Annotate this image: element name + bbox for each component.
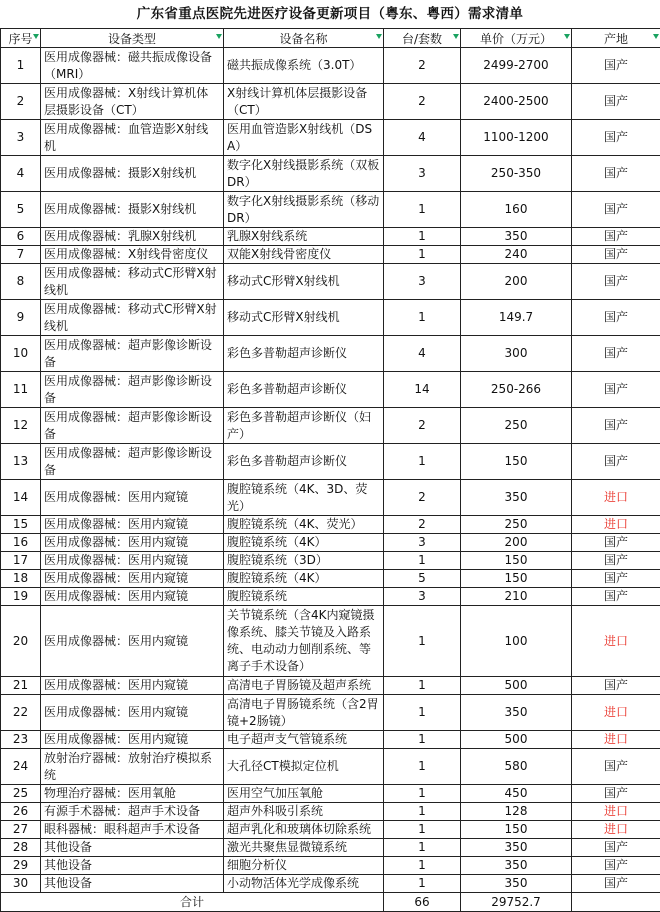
cell-type[interactable]: 医用成像器械：超声影像诊断设备 [41,444,224,480]
table-row [1,677,660,695]
filter-dropdown-icon[interactable] [216,34,222,39]
cell-type[interactable]: 医用成像器械：医用内窥镜 [41,480,224,516]
cell-qty[interactable]: 1 [384,839,461,857]
cell-qty[interactable]: 2 [384,84,461,120]
cell-name[interactable]: 腹腔镜系统（4K） [224,570,384,588]
cell-name[interactable]: 腹腔镜系统（4K） [224,534,384,552]
filter-dropdown-icon[interactable] [564,34,570,39]
cell-origin[interactable]: 国产 [572,156,660,192]
cell-price[interactable]: 580 [461,749,572,785]
cell-no[interactable]: 29 [1,857,41,875]
cell-origin[interactable]: 国产 [572,48,660,84]
header-origin[interactable]: 产地 [572,29,660,48]
cell-qty[interactable]: 1 [384,803,461,821]
table-row [1,120,660,156]
cell-no[interactable]: 2 [1,84,41,120]
equipment-table [0,28,660,912]
cell-price[interactable]: 250 [461,516,572,534]
cell-origin[interactable]: 国产 [572,228,660,246]
cell-name[interactable]: 大孔径CT模拟定位机 [224,749,384,785]
cell-no[interactable]: 28 [1,839,41,857]
table-row [1,246,660,264]
cell-name[interactable]: 彩色多普勒超声诊断仪 [224,336,384,372]
cell-name[interactable]: 电子超声支气管镜系统 [224,731,384,749]
table-row [1,785,660,803]
header-type[interactable]: 设备类型 [41,29,224,48]
cell-qty[interactable]: 1 [384,444,461,480]
cell-origin[interactable]: 国产 [572,372,660,408]
cell-origin[interactable]: 国产 [572,857,660,875]
table-row [1,534,660,552]
cell-origin[interactable]: 国产 [572,677,660,695]
cell-type[interactable]: 医用成像器械：超声影像诊断设备 [41,408,224,444]
cell-origin[interactable]: 进口 [572,516,660,534]
cell-price[interactable]: 128 [461,803,572,821]
cell-price[interactable]: 200 [461,264,572,300]
cell-qty[interactable]: 1 [384,192,461,228]
cell-type[interactable]: 医用成像器械：超声影像诊断设备 [41,372,224,408]
cell-name[interactable]: 数字化X射线摄影系统（双板DR） [224,156,384,192]
cell-qty[interactable]: 3 [384,264,461,300]
cell-price[interactable]: 200 [461,534,572,552]
cell-origin[interactable]: 国产 [572,300,660,336]
cell-origin[interactable]: 国产 [572,408,660,444]
cell-origin[interactable]: 国产 [572,875,660,893]
cell-qty[interactable]: 1 [384,821,461,839]
cell-no[interactable]: 8 [1,264,41,300]
cell-name[interactable]: 高清电子胃肠镜系统（含2胃镜+2肠镜） [224,695,384,731]
filter-dropdown-icon[interactable] [376,34,382,39]
cell-no[interactable]: 15 [1,516,41,534]
table-row [1,695,660,731]
table-row [1,48,660,84]
cell-name[interactable]: 磁共振成像系统（3.0T） [224,48,384,84]
cell-qty[interactable]: 3 [384,156,461,192]
total-label: 合计 [1,893,384,912]
header-price[interactable]: 单价（万元） [461,29,572,48]
cell-origin[interactable]: 国产 [572,570,660,588]
cell-qty[interactable]: 2 [384,408,461,444]
cell-price[interactable]: 500 [461,731,572,749]
table-row [1,192,660,228]
cell-price[interactable]: 250-350 [461,156,572,192]
table-row [1,749,660,785]
cell-price[interactable]: 350 [461,839,572,857]
table-row [1,731,660,749]
cell-qty[interactable]: 4 [384,336,461,372]
cell-no[interactable]: 27 [1,821,41,839]
cell-origin[interactable]: 进口 [572,480,660,516]
header-qty[interactable]: 台/套数 [384,29,461,48]
cell-price[interactable]: 350 [461,695,572,731]
cell-name[interactable]: 移动式C形臂X射线机 [224,300,384,336]
cell-type[interactable]: 其他设备 [41,875,224,893]
cell-price[interactable]: 1100-1200 [461,120,572,156]
cell-origin[interactable]: 国产 [572,120,660,156]
filter-dropdown-icon[interactable] [453,34,459,39]
cell-qty[interactable]: 1 [384,552,461,570]
total-price: 29752.7 [461,893,572,912]
cell-origin[interactable]: 进口 [572,695,660,731]
cell-no[interactable]: 20 [1,606,41,677]
cell-type[interactable]: 医用成像器械：X射线计算机体层摄影设备（CT） [41,84,224,120]
table-row [1,156,660,192]
cell-qty[interactable]: 1 [384,875,461,893]
cell-price[interactable]: 350 [461,875,572,893]
table-row [1,84,660,120]
cell-qty[interactable]: 2 [384,48,461,84]
cell-type[interactable]: 医用成像器械：乳腺X射线机 [41,228,224,246]
cell-qty[interactable]: 1 [384,677,461,695]
cell-price[interactable]: 210 [461,588,572,606]
cell-price[interactable]: 300 [461,336,572,372]
cell-no[interactable]: 4 [1,156,41,192]
cell-price[interactable]: 250 [461,408,572,444]
cell-origin[interactable]: 国产 [572,246,660,264]
cell-name[interactable]: 乳腺X射线系统 [224,228,384,246]
cell-origin[interactable]: 国产 [572,839,660,857]
cell-qty[interactable]: 1 [384,246,461,264]
cell-no[interactable]: 17 [1,552,41,570]
cell-qty[interactable]: 3 [384,588,461,606]
cell-no[interactable]: 11 [1,372,41,408]
cell-origin[interactable]: 国产 [572,588,660,606]
cell-name[interactable]: 医用血管造影X射线机（DSA） [224,120,384,156]
table-row [1,606,660,677]
header-no[interactable]: 序号 [1,29,41,48]
table-row [1,372,660,408]
total-row [1,893,660,912]
cell-name[interactable]: 超声外科吸引系统 [224,803,384,821]
cell-no[interactable]: 25 [1,785,41,803]
cell-origin[interactable]: 国产 [572,534,660,552]
cell-name[interactable]: 彩色多普勒超声诊断仪（妇产） [224,408,384,444]
cell-qty[interactable]: 5 [384,570,461,588]
cell-type[interactable]: 医用成像器械：医用内窥镜 [41,695,224,731]
cell-qty[interactable]: 1 [384,228,461,246]
cell-price[interactable]: 240 [461,246,572,264]
cell-type[interactable]: 医用成像器械：医用内窥镜 [41,534,224,552]
table-row [1,875,660,893]
cell-no[interactable]: 22 [1,695,41,731]
cell-qty[interactable]: 3 [384,534,461,552]
cell-price[interactable]: 149.7 [461,300,572,336]
cell-origin[interactable]: 国产 [572,84,660,120]
cell-type[interactable]: 医用成像器械：医用内窥镜 [41,677,224,695]
table-row [1,300,660,336]
filter-dropdown-icon[interactable] [33,34,39,39]
cell-name[interactable]: 移动式C形臂X射线机 [224,264,384,300]
cell-type[interactable]: 医用成像器械：超声影像诊断设备 [41,336,224,372]
cell-name[interactable]: 超声乳化和玻璃体切除系统 [224,821,384,839]
cell-name[interactable]: 关节镜系统（含4K内窥镜摄像系统、膝关节镜及入路系统、电动动力刨削系统、等离子手术设备） [224,606,384,677]
table-row [1,821,660,839]
cell-origin[interactable]: 进口 [572,821,660,839]
cell-name[interactable]: 彩色多普勒超声诊断仪 [224,372,384,408]
cell-qty[interactable]: 1 [384,300,461,336]
cell-name[interactable]: 腹腔镜系统（4K、荧光） [224,516,384,534]
cell-type[interactable]: 有源手术器械：超声手术设备 [41,803,224,821]
filter-dropdown-icon[interactable] [653,34,659,39]
cell-type[interactable]: 医用成像器械：血管造影X射线机 [41,120,224,156]
sheet-title: 广东省重点医院先进医疗设备更新项目（粤东、粤西）需求清单 [136,6,524,22]
cell-type[interactable]: 医用成像器械：摄影X射线机 [41,156,224,192]
cell-type[interactable]: 医用成像器械：X射线骨密度仪 [41,246,224,264]
cell-origin[interactable]: 进口 [572,731,660,749]
cell-qty[interactable]: 2 [384,516,461,534]
cell-type[interactable]: 医用成像器械：医用内窥镜 [41,588,224,606]
cell-qty[interactable]: 1 [384,606,461,677]
cell-type[interactable]: 医用成像器械：医用内窥镜 [41,552,224,570]
table-row [1,857,660,875]
cell-price[interactable]: 100 [461,606,572,677]
cell-price[interactable]: 350 [461,480,572,516]
cell-origin[interactable]: 国产 [572,749,660,785]
cell-name[interactable]: 激光共聚焦显微镜系统 [224,839,384,857]
cell-origin[interactable]: 进口 [572,803,660,821]
table-row [1,570,660,588]
cell-name[interactable]: 腹腔镜系统（3D） [224,552,384,570]
cell-name[interactable]: 腹腔镜系统（4K、3D、荧光） [224,480,384,516]
cell-no[interactable]: 10 [1,336,41,372]
table-row [1,480,660,516]
cell-type[interactable]: 其他设备 [41,857,224,875]
cell-no[interactable]: 21 [1,677,41,695]
cell-type[interactable]: 眼科器械：眼科超声手术设备 [41,821,224,839]
cell-no[interactable]: 1 [1,48,41,84]
cell-price[interactable]: 150 [461,570,572,588]
cell-origin[interactable]: 国产 [572,192,660,228]
cell-type[interactable]: 医用成像器械：医用内窥镜 [41,606,224,677]
cell-name[interactable]: 双能X射线骨密度仪 [224,246,384,264]
cell-name[interactable]: 高清电子胃肠镜及超声系统 [224,677,384,695]
cell-qty[interactable]: 1 [384,785,461,803]
cell-no[interactable]: 6 [1,228,41,246]
header-row [1,29,660,48]
table-row [1,552,660,570]
cell-name[interactable]: 腹腔镜系统 [224,588,384,606]
cell-qty[interactable]: 1 [384,749,461,785]
cell-no[interactable]: 5 [1,192,41,228]
cell-type[interactable]: 医用成像器械：移动式C形臂X射线机 [41,264,224,300]
cell-type[interactable]: 其他设备 [41,839,224,857]
cell-no[interactable]: 24 [1,749,41,785]
header-name[interactable]: 设备名称 [224,29,384,48]
cell-no[interactable]: 19 [1,588,41,606]
cell-type[interactable]: 医用成像器械：摄影X射线机 [41,192,224,228]
cell-price[interactable]: 350 [461,857,572,875]
cell-price[interactable]: 450 [461,785,572,803]
total-origin-cell [572,893,660,912]
cell-origin[interactable]: 国产 [572,264,660,300]
cell-no[interactable]: 7 [1,246,41,264]
cell-no[interactable]: 12 [1,408,41,444]
cell-type[interactable]: 物理治疗器械：医用氧舱 [41,785,224,803]
cell-origin[interactable]: 国产 [572,336,660,372]
cell-no[interactable]: 26 [1,803,41,821]
cell-origin[interactable]: 国产 [572,444,660,480]
cell-name[interactable]: 数字化X射线摄影系统（移动DR） [224,192,384,228]
cell-qty[interactable]: 1 [384,857,461,875]
table-row [1,336,660,372]
cell-name[interactable]: 小动物活体光学成像系统 [224,875,384,893]
cell-type[interactable]: 医用成像器械：移动式C形臂X射线机 [41,300,224,336]
table-row [1,839,660,857]
cell-origin[interactable]: 进口 [572,606,660,677]
cell-price[interactable]: 250-266 [461,372,572,408]
cell-origin[interactable]: 国产 [572,785,660,803]
cell-type[interactable]: 医用成像器械：医用内窥镜 [41,731,224,749]
cell-type[interactable]: 医用成像器械：磁共振成像设备（MRI） [41,48,224,84]
cell-price[interactable]: 350 [461,228,572,246]
cell-no[interactable]: 13 [1,444,41,480]
cell-qty[interactable]: 1 [384,731,461,749]
cell-type[interactable]: 医用成像器械：医用内窥镜 [41,516,224,534]
cell-qty[interactable]: 4 [384,120,461,156]
cell-no[interactable]: 14 [1,480,41,516]
cell-price[interactable]: 2400-2500 [461,84,572,120]
cell-price[interactable]: 160 [461,192,572,228]
cell-name[interactable]: X射线计算机体层摄影设备（CT） [224,84,384,120]
table-row [1,588,660,606]
cell-qty[interactable]: 14 [384,372,461,408]
cell-no[interactable]: 23 [1,731,41,749]
cell-type[interactable]: 放射治疗器械：放射治疗模拟系统 [41,749,224,785]
cell-price[interactable]: 150 [461,444,572,480]
cell-qty[interactable]: 1 [384,695,461,731]
table-row [1,803,660,821]
cell-no[interactable]: 16 [1,534,41,552]
cell-price[interactable]: 150 [461,821,572,839]
cell-origin[interactable]: 国产 [572,552,660,570]
cell-name[interactable]: 彩色多普勒超声诊断仪 [224,444,384,480]
table-row [1,264,660,300]
total-qty: 66 [384,893,461,912]
cell-price[interactable]: 150 [461,552,572,570]
table-row [1,516,660,534]
cell-price[interactable]: 2499-2700 [461,48,572,84]
cell-no[interactable]: 3 [1,120,41,156]
cell-qty[interactable]: 2 [384,480,461,516]
table-row [1,228,660,246]
cell-type[interactable]: 医用成像器械：医用内窥镜 [41,570,224,588]
cell-price[interactable]: 500 [461,677,572,695]
cell-name[interactable]: 医用空气加压氧舱 [224,785,384,803]
cell-name[interactable]: 细胞分析仪 [224,857,384,875]
cell-no[interactable]: 30 [1,875,41,893]
table-row [1,444,660,480]
cell-no[interactable]: 18 [1,570,41,588]
cell-no[interactable]: 9 [1,300,41,336]
table-row [1,408,660,444]
